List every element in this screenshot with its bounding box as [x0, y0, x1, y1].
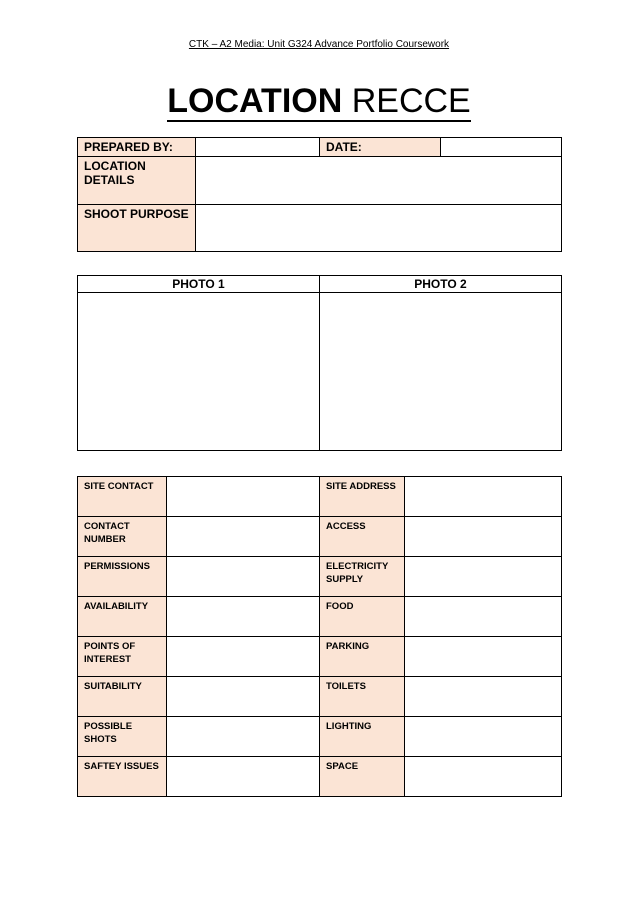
toilets-label: TOILETS: [320, 677, 405, 717]
photo2-area[interactable]: [320, 293, 562, 451]
photo-table: [77, 275, 562, 451]
safety-issues-field[interactable]: [167, 757, 320, 797]
page-title: [0, 80, 638, 122]
site-address-field[interactable]: [405, 477, 562, 517]
permissions-field[interactable]: [167, 557, 320, 597]
space-field[interactable]: [405, 757, 562, 797]
food-field[interactable]: [405, 597, 562, 637]
photo2-header: PHOTO 2: [320, 276, 562, 293]
date-field[interactable]: [441, 138, 562, 157]
electricity-supply-label: ELECTRICITY SUPPLY: [320, 557, 405, 597]
contact-number-label: CONTACT NUMBER: [78, 517, 167, 557]
parking-label: PARKING: [320, 637, 405, 677]
table-row: [78, 477, 562, 517]
location-details-field[interactable]: [196, 157, 562, 205]
food-label: FOOD: [320, 597, 405, 637]
info-table: [77, 137, 562, 252]
table-row: [78, 717, 562, 757]
lighting-field[interactable]: [405, 717, 562, 757]
space-label: SPACE: [320, 757, 405, 797]
suitability-label: SUITABILITY: [78, 677, 167, 717]
table-row: [78, 557, 562, 597]
site-address-label: SITE ADDRESS: [320, 477, 405, 517]
site-contact-field[interactable]: [167, 477, 320, 517]
prepared-by-field[interactable]: [196, 138, 320, 157]
details-table: [77, 476, 562, 797]
points-of-interest-field[interactable]: [167, 637, 320, 677]
permissions-label: PERMISSIONS: [78, 557, 167, 597]
availability-label: AVAILABILITY: [78, 597, 167, 637]
points-of-interest-label: POINTS OF INTEREST: [78, 637, 167, 677]
safety-issues-label: SAFTEY ISSUES: [78, 757, 167, 797]
shoot-purpose-label: SHOOT PURPOSE: [78, 205, 196, 252]
table-row: [78, 757, 562, 797]
availability-field[interactable]: [167, 597, 320, 637]
table-row: [78, 517, 562, 557]
site-contact-label: SITE CONTACT: [78, 477, 167, 517]
course-header: CTK – A2 Media: Unit G324 Advance Portfolio Coursework: [188, 39, 450, 50]
table-row: [78, 597, 562, 637]
table-row: [78, 637, 562, 677]
possible-shots-label: POSSIBLE SHOTS: [78, 717, 167, 757]
prepared-by-label: PREPARED BY:: [78, 138, 196, 157]
access-field[interactable]: [405, 517, 562, 557]
photo1-area[interactable]: [78, 293, 320, 451]
lighting-label: LIGHTING: [320, 717, 405, 757]
date-label: DATE:: [320, 138, 441, 157]
table-row: [78, 677, 562, 717]
access-label: ACCESS: [320, 517, 405, 557]
title-bold: LOCATION: [167, 82, 343, 120]
photo1-header: PHOTO 1: [78, 276, 320, 293]
toilets-field[interactable]: [405, 677, 562, 717]
electricity-supply-field[interactable]: [405, 557, 562, 597]
parking-field[interactable]: [405, 637, 562, 677]
shoot-purpose-field[interactable]: [196, 205, 562, 252]
contact-number-field[interactable]: [167, 517, 320, 557]
possible-shots-field[interactable]: [167, 717, 320, 757]
location-details-label: LOCATION DETAILS: [78, 157, 196, 205]
title-regular: RECCE: [351, 82, 471, 120]
suitability-field[interactable]: [167, 677, 320, 717]
